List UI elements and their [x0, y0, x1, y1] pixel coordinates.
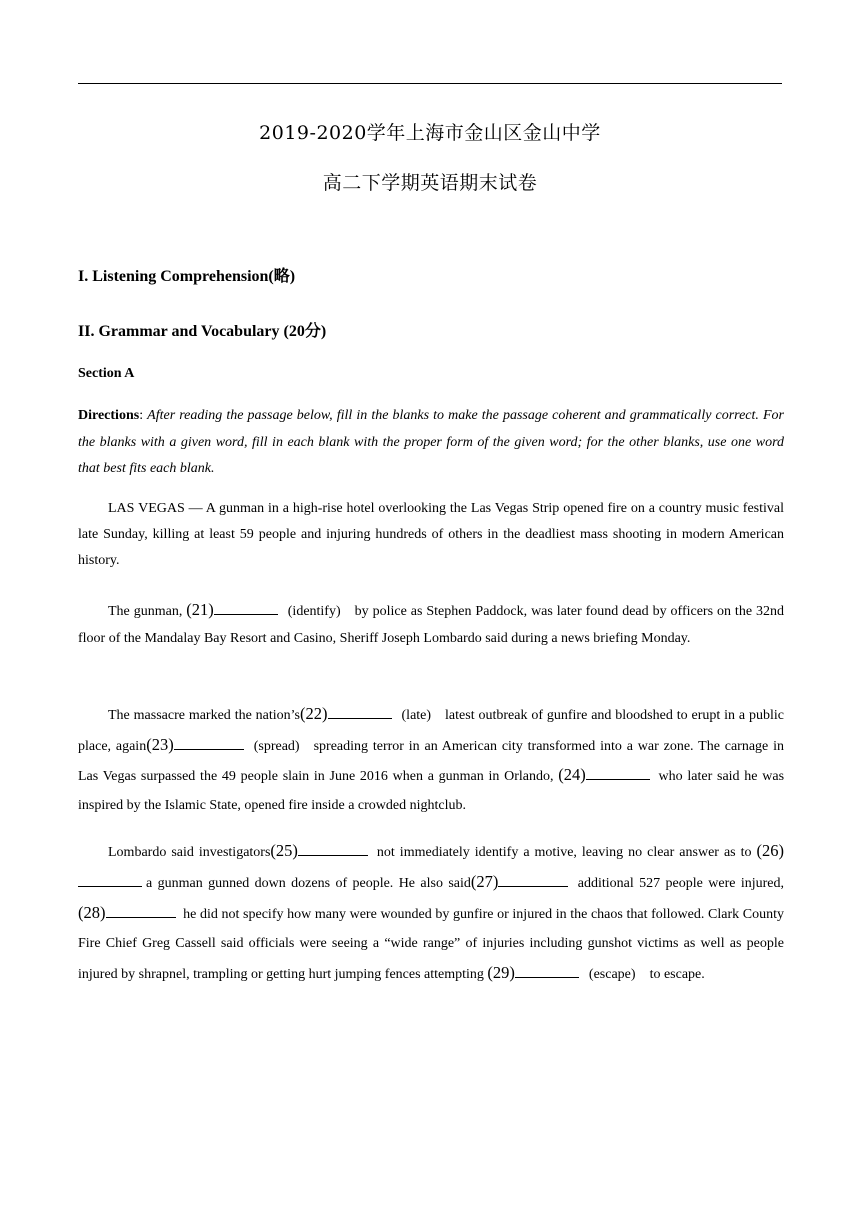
hint-23: (spread)	[253, 738, 300, 754]
text-run: The massacre marked the nation’s	[108, 708, 301, 723]
blank-number-22: (22)	[300, 704, 328, 723]
blank-number-21: (21)	[186, 600, 214, 619]
directions-sep: :	[139, 408, 148, 423]
blank-25[interactable]	[298, 841, 368, 856]
blank-29[interactable]	[515, 963, 579, 978]
blank-27[interactable]	[498, 872, 568, 887]
text-run: who later said he was inspired by the Islamic State, opened fire inside a crowded nightclub.	[78, 769, 785, 813]
hint-21: (identify)	[287, 604, 341, 619]
directions-text: After reading the passage below, fill in the blanks to make the passage coherent and grammatically correct. For the blanks with a given word, fill in each blank with the proper form of the given word; for the other blanks, use one word that best fits each blank.	[78, 408, 784, 476]
blank-23[interactable]	[174, 735, 244, 750]
section-heading-listening: I. Listening Comprehension(略)	[78, 268, 296, 285]
text-run: he did not specify how many were wounded by gunfire or injured in the chaos that followed. Clark County Fire Chief Greg Cassell said officials were seeing a “wide range” of injuries including gunshot victims as well as people injured by shrapnel, trampling or getting hurt jumping fences attempting	[78, 907, 784, 982]
text-run: a gunman gunned down dozens of people. He also said	[146, 876, 471, 891]
blank-number-29: (29)	[487, 963, 515, 982]
page-title: 2019-2020学年上海市金山区金山中学	[259, 122, 601, 144]
passage-paragraph-1: LAS VEGAS — A gunman in a high-rise hotel overlooking the Las Vegas Strip opened fire on a country music festival late Sunday, killing at least 59 people and injuring hundreds of others in the deadliest mass shooting in modern American history.	[78, 501, 784, 568]
blank-22[interactable]	[328, 704, 392, 719]
passage-paragraph-3	[78, 700, 784, 820]
blank-number-28: (28)	[78, 903, 106, 922]
hint-22: (late)	[401, 708, 432, 723]
subsection-heading-a: Section A	[78, 366, 135, 381]
blank-21[interactable]	[214, 600, 278, 615]
blank-28[interactable]	[106, 903, 176, 918]
blank-number-25: (25)	[270, 841, 298, 860]
blank-number-23: (23)	[146, 734, 174, 754]
page-subtitle: 高二下学期英语期末试卷	[322, 172, 538, 194]
text-run: by police as Stephen Paddock, was later found dead by officers on the 32nd floor of the Mandalay Bay Resort and Casino, Sheriff Joseph Lombardo said during a news briefing Monday.	[78, 604, 784, 646]
text-run: additional 527 people were injured,	[577, 876, 784, 891]
text-run: spreading terror in an American city transformed into a war zone. The carnage in Las Vegas surpassed the 49 people slain in June 2016 when a gunman in Orlando,	[78, 738, 784, 784]
text-run: Lombardo said investigators	[108, 845, 271, 860]
blank-number-24: (24)	[558, 765, 586, 784]
blank-26[interactable]	[78, 872, 142, 887]
header-rule	[78, 83, 782, 84]
section-heading-grammar: II. Grammar and Vocabulary (20分)	[78, 323, 327, 340]
directions	[78, 403, 784, 483]
directions-label: Directions	[78, 408, 140, 423]
blank-number-26: (26)	[756, 841, 784, 860]
text-run: The gunman,	[108, 604, 187, 619]
hint-29: (escape)	[588, 967, 636, 982]
blank-number-27: (27)	[470, 872, 499, 891]
text-run: latest outbreak of gunfire and bloodshed to erupt in a public place, again	[78, 708, 784, 754]
passage-paragraph-2	[78, 596, 784, 652]
blank-24[interactable]	[586, 765, 650, 780]
text-run: to escape.	[649, 967, 705, 982]
text-run: not immediately identify a motive, leaving no clear answer as to	[376, 845, 752, 860]
passage-paragraph-4	[78, 836, 784, 989]
